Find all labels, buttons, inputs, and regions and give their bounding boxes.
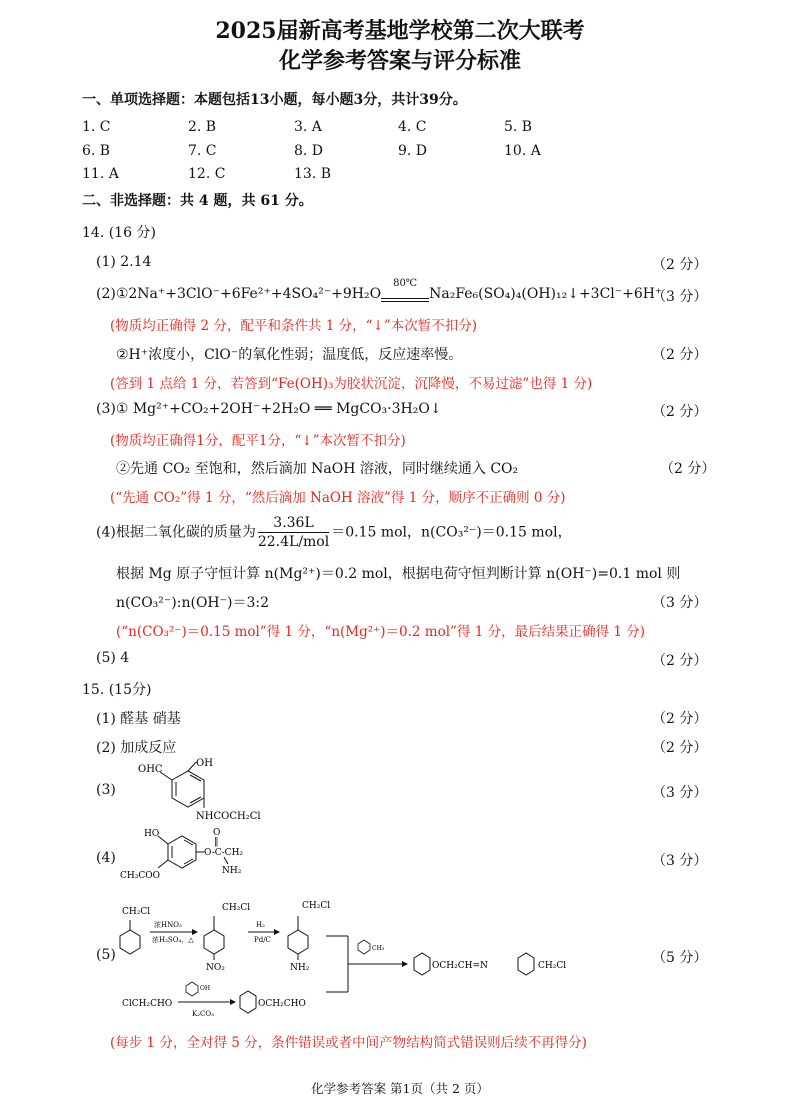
mc-answer: 2. B	[188, 119, 217, 135]
q14-p4-suffix: ＝0.15 mol，n(CO₃²⁻)＝0.15 mol，	[331, 524, 572, 541]
mc-answer: 10. A	[504, 143, 541, 159]
q15-p1-text: (1) 醛基 硝基	[96, 711, 181, 727]
q14-p4-line3: n(CO₃²⁻):n(OH⁻)＝3:2	[116, 595, 270, 611]
phenol-oh: OH	[200, 985, 211, 992]
q14-p2a-equation	[96, 278, 663, 302]
q14-p4-line1	[96, 514, 572, 551]
ch3-group: CH₃	[372, 945, 385, 952]
q14-p4-line2: 根据 Mg 原子守恒计算 n(Mg²⁺)＝0.2 mol，根据电荷守恒判断计算 n(OH⁻)=0.1 mol 则	[116, 566, 681, 582]
ch2cl-3: CH₂Cl	[302, 901, 331, 911]
reagent-pdc: Pd/C	[254, 936, 271, 944]
q15-p1-score: （2 分）	[652, 711, 708, 727]
q14-p4-prefix: (4)根据二氧化碳的质量为	[96, 524, 256, 541]
oh-group: OH	[196, 758, 213, 769]
ch2cl-2: CH₂Cl	[222, 903, 251, 913]
q15-p2-text: (2) 加成反应	[96, 740, 177, 756]
mc-answer: 13. B	[294, 166, 332, 182]
q15-p5-label: (5)	[96, 947, 116, 963]
mc-answer: 6. B	[82, 143, 111, 159]
ho-group: HO	[144, 829, 160, 839]
q14-p5-text: (5) 4	[96, 650, 130, 666]
q14-p3b-text: ②先通 CO₂ 至饱和，然后滴加 NaOH 溶液，同时继续通入 CO₂	[116, 461, 519, 477]
q15-p5-synthesis-route	[116, 896, 636, 1026]
reaction-condition: 80℃	[393, 278, 418, 289]
mc-answer: 7. C	[188, 143, 217, 159]
q14-p4-note: (“n(CO₃²⁻)＝0.15 mol”得 1 分，“n(Mg²⁺)＝0.2 mol”得 1 分，最后结果正确得 1 分)	[116, 624, 646, 640]
mc-answer: 5. B	[504, 119, 533, 135]
q14-p4-score: （3 分）	[652, 595, 708, 611]
nh2-group: NH₂	[222, 866, 242, 876]
ch2cl-1: CH₂Cl	[122, 907, 151, 917]
cho-group: OHC	[138, 764, 163, 775]
start-chloroacetaldehyde: ClCH₂CHO	[122, 999, 173, 1009]
fraction-numerator: 3.36L	[258, 514, 329, 533]
no2-group: NO₂	[206, 963, 225, 973]
carbonyl-bond: ‖	[214, 837, 219, 847]
q14-p1-score: （2 分）	[652, 257, 708, 273]
q15-p5-note: (每步 1 分，全对得 5 分，条件错误或者中间产物结构简式错误则后续不再得分)	[110, 1035, 587, 1051]
q15-p4-label: (4)	[96, 850, 116, 866]
q14-p3a-note: (物质均正确得1分，配平1分，“↓”本次暂不扣分)	[110, 433, 406, 449]
q15-p3-structure	[120, 758, 270, 830]
q14-p2a-right: Na₂Fe₆(SO₄)₄(OH)₁₂↓+3Cl⁻+6H⁺	[429, 286, 663, 302]
part1-heading: 一、单项选择题：本题包括13小题，每小题3分，共计39分。	[82, 92, 467, 108]
mc-answer: 8. D	[294, 143, 324, 159]
q14-p3a-text: (3)① Mg²⁺+CO₂+2OH⁻+2H₂O ══ MgCO₃·3H₂O↓	[96, 401, 442, 417]
mc-answer: 11. A	[82, 166, 119, 182]
mc-answer: 1. C	[82, 119, 111, 135]
q14-title: 14. (16 分)	[82, 225, 156, 241]
q14-p2a-score: （3 分）	[652, 289, 708, 305]
reagent-hno3: 浓HNO₃	[154, 921, 182, 929]
q15-title: 15. (15分)	[82, 682, 152, 698]
q14-p2a-left: (2)①2Na⁺+3ClO⁻+6Fe²⁺+4SO₄²⁻+9H₂O	[96, 286, 382, 302]
fraction-denominator: 22.4L/mol	[257, 534, 330, 550]
q15-p4-score: （3 分）	[652, 853, 708, 869]
reaction-arrow	[381, 278, 429, 302]
q14-p2b-score: （2 分）	[652, 347, 708, 363]
ester-link: O-C-CH₂	[204, 848, 244, 858]
q14-p2a-note: (物质均正确得 2 分，配平和条件共 1 分，“↓”本次暂不扣分)	[110, 318, 477, 334]
amide-group: NHCOCH₂Cl	[196, 811, 261, 822]
mc-answer: 4. C	[398, 119, 427, 135]
q15-p2-score: （2 分）	[652, 740, 708, 756]
q14-p3b-score: （2 分）	[660, 461, 716, 477]
product-ch2cl: CH₂Cl	[538, 961, 567, 971]
mc-answer: 12. C	[188, 166, 226, 182]
reagent-h2: H₂	[256, 921, 265, 929]
q14-p5-score: （2 分）	[652, 653, 708, 669]
q14-p3a-score: （2 分）	[652, 404, 708, 420]
carbonyl-o: O	[213, 828, 221, 838]
reagent-h2so4: 浓H₂SO₄，△	[152, 936, 194, 944]
q15-p3-score: （3 分）	[652, 785, 708, 801]
reagent-k2co3: K₂CO₃	[192, 1010, 214, 1018]
nh2-group: NH₂	[290, 963, 310, 973]
mc-answer: 3. A	[294, 119, 322, 135]
document-title: 2025届新高考基地学校第二次大联考	[215, 18, 585, 44]
q15-p5-score: （5 分）	[652, 950, 708, 966]
product-linker: OCH₂CH=N	[432, 961, 488, 971]
q15-p4-structure	[116, 822, 276, 888]
q14-p3b-note: (“先通 CO₂”得 1 分，“然后滴加 NaOH 溶液”得 1 分，顺序不正确则 0 分)	[110, 490, 566, 506]
q14-p2b-note: (答到 1 点给 1 分，若答到“Fe(OH)₃为胶状沉淀，沉降慢，不易过滤”也得 1 分)	[110, 376, 593, 392]
part2-heading: 二、非选择题：共 4 题，共 61 分。	[82, 193, 313, 209]
fraction	[258, 514, 329, 551]
page-footer: 化学参考答案 第1页（共 2 页）	[311, 1081, 489, 1096]
document-subtitle: 化学参考答案与评分标准	[278, 48, 521, 74]
acetate-group: CH₃COO	[120, 871, 160, 881]
mc-answer: 9. D	[398, 143, 428, 159]
intermediate-aldehyde: OCH₂CHO	[258, 999, 306, 1009]
q14-p2b-text: ②H⁺浓度小，ClO⁻的氧化性弱；温度低，反应速率慢。	[116, 347, 463, 363]
q14-p1-text: (1) 2.14	[96, 254, 152, 270]
q15-p3-label: (3)	[96, 782, 116, 798]
